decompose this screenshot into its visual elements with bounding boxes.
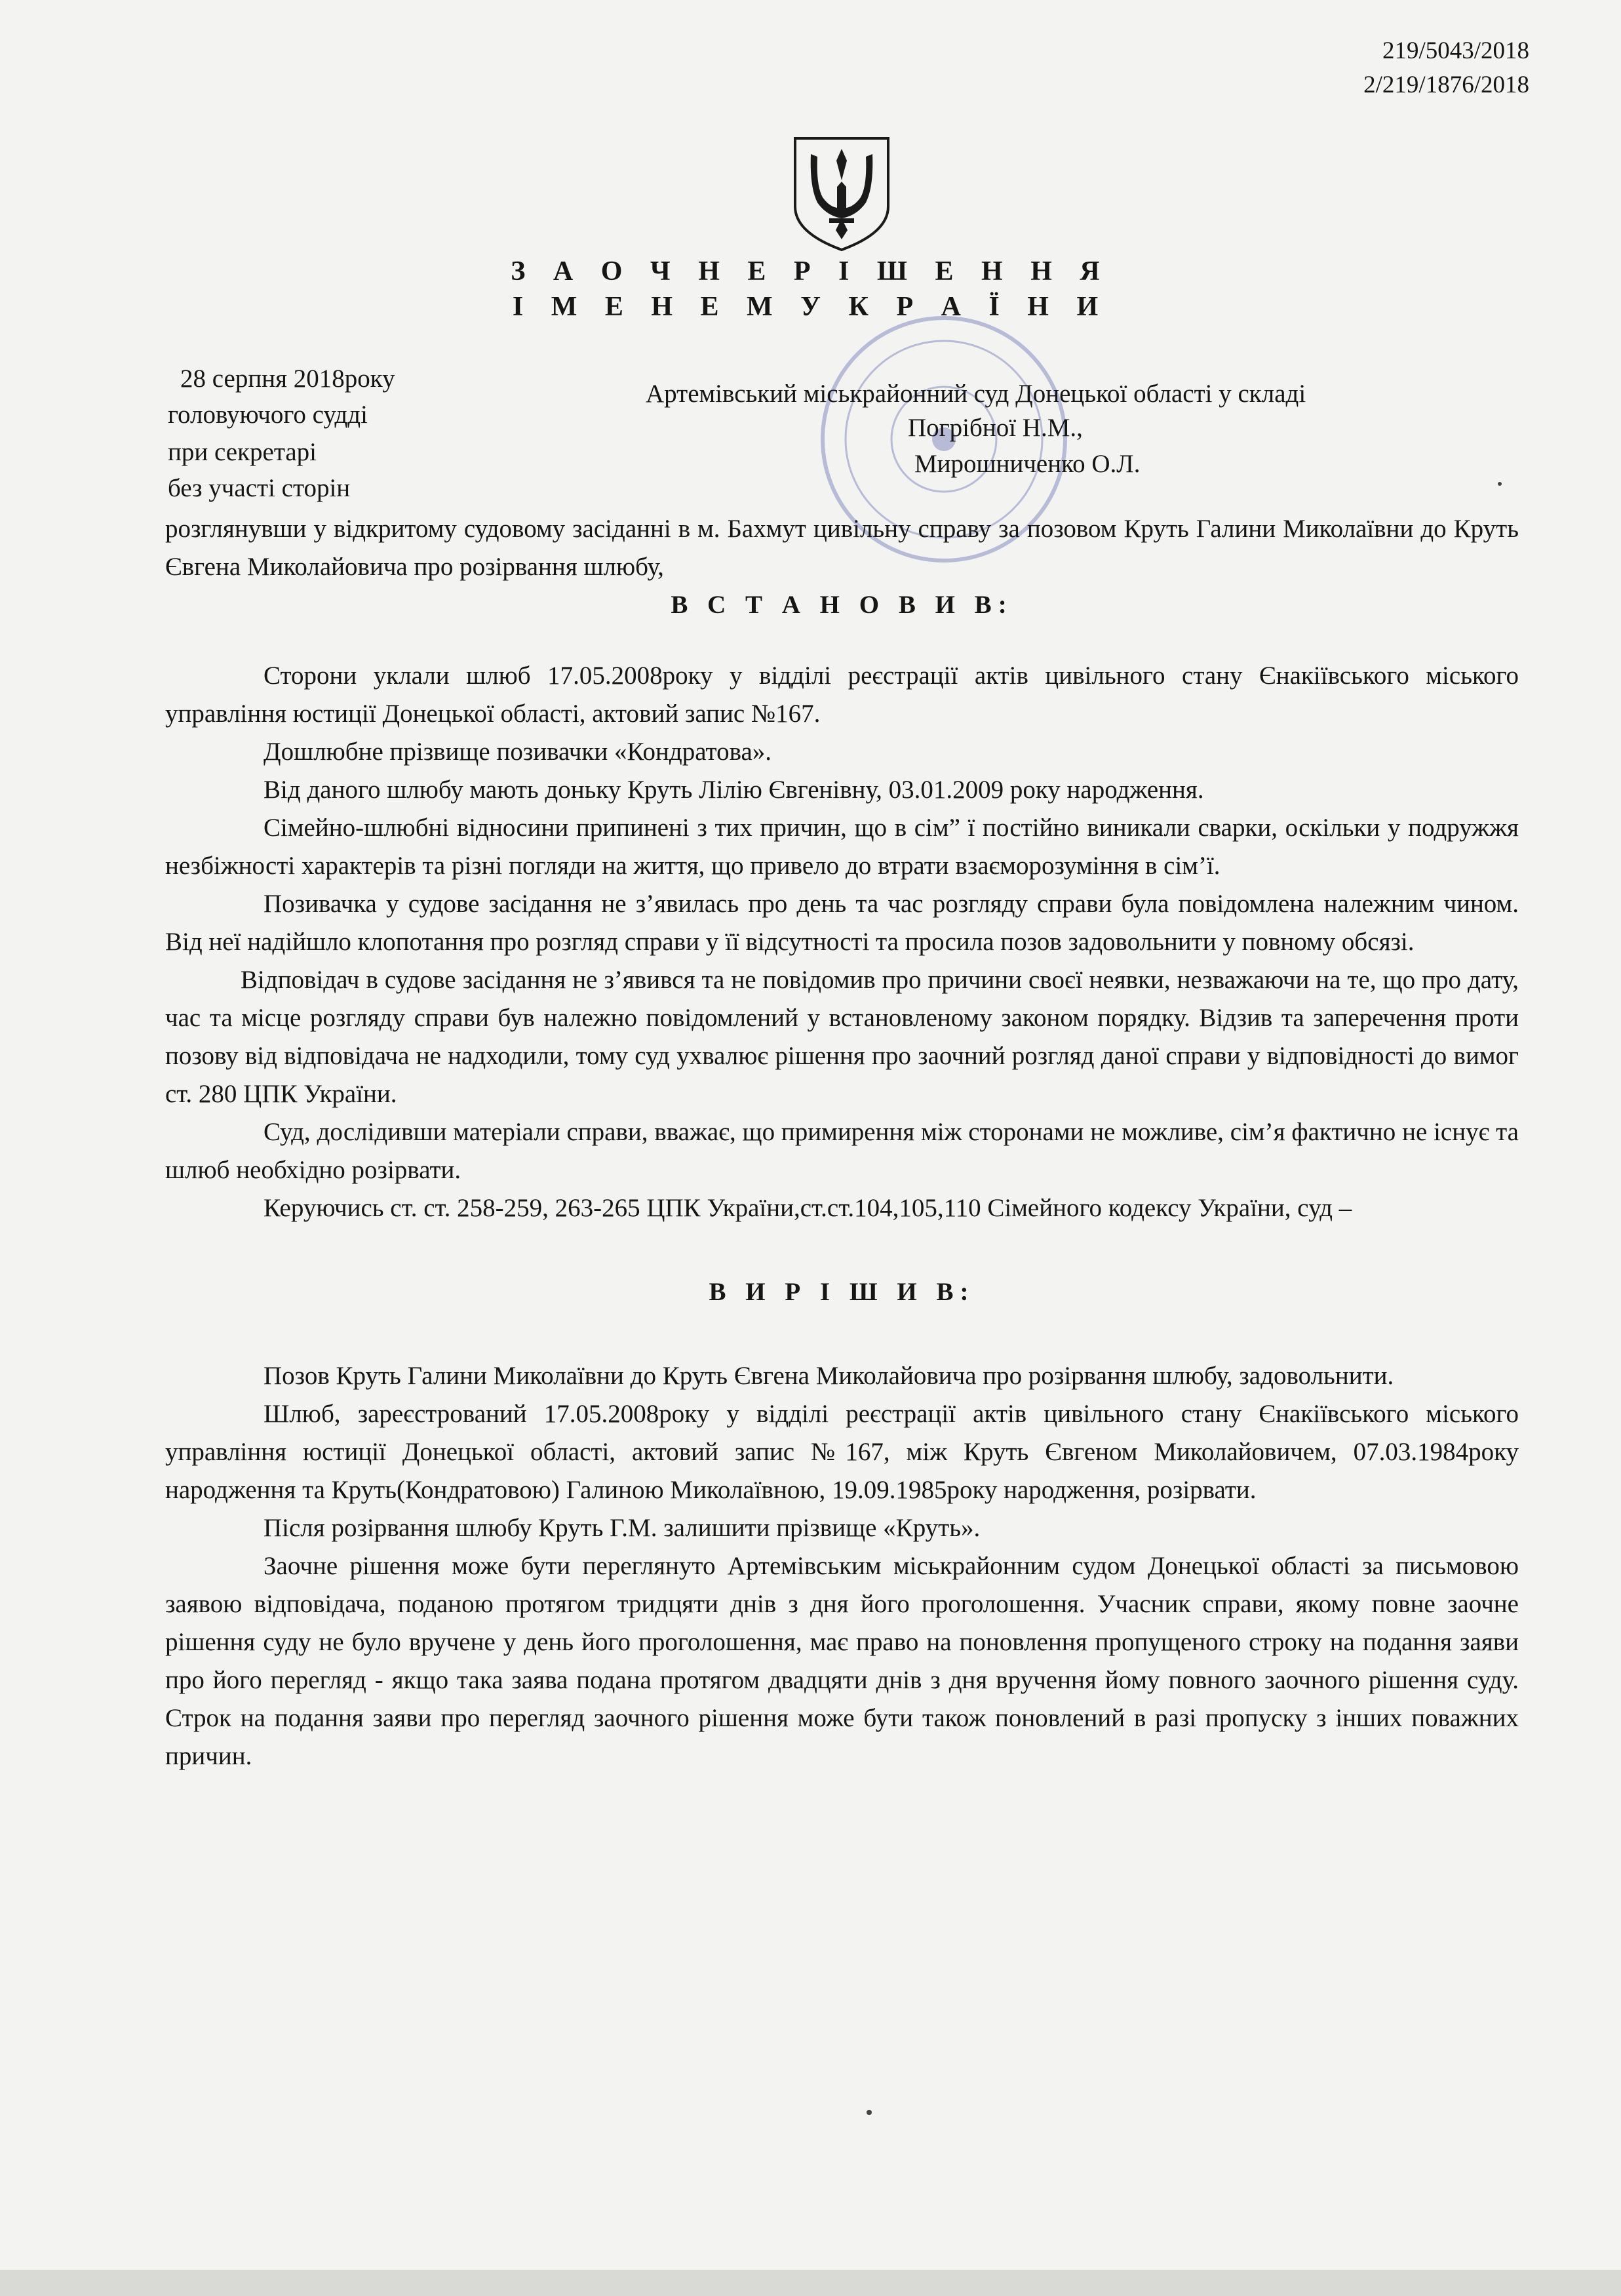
scan-speck xyxy=(1498,482,1502,486)
parties-absent: без участі сторін xyxy=(168,474,351,502)
decided-heading: В И Р І Ш И В: xyxy=(709,1278,975,1306)
decided-paragraph: Заочне рішення може бути переглянуто Артемівським міськрайонним судом Донецької області за письмовою заявою відповідача, поданою протягом тридцяти днів з дня його проголошення. Учасник справи, якому повне заочне рішення суду не було вручене у день його проголошення, має право на поновлення пропущеного строку на подання заяви про його перегляд - якщо така заява подана протягом двадцяти днів з дня вручення йому повного заочного рішення суду. Строк на подання заяви про перегляд заочного рішення може бути також поновлений в разі пропуску з інших поважних причин. xyxy=(165,1552,1519,1770)
established-paragraph: Керуючись ст. ст. 258-259, 263-265 ЦПК України,ст.ст.104,105,110 Сімейного кодексу України, суд – xyxy=(264,1194,1352,1222)
intro-paragraph: розглянувши у відкритому судовому засіданні в м. Бахмут цивільну справу за позовом Круть Галини Миколаївни до Круть Євгена Миколайовича про розірвання шлюбу, xyxy=(165,515,1519,581)
court-name: Артемівський міськрайонний суд Донецької області у складі xyxy=(646,380,1306,408)
established-paragraph: Сторони уклали шлюб 17.05.2008року у відділі реєстрації актів цивільного стану Єнакіївського міського управління юстиції Донецької області, актовий запис №167. xyxy=(165,662,1519,728)
decision-body xyxy=(165,510,1519,1775)
secretary-name: Мирошниченко О.Л. xyxy=(914,450,1141,478)
document-title: З А О Ч Н Е Р І Ш Е Н Н Я xyxy=(511,256,1110,287)
document-subtitle: І М Е Н Е М У К Р А Ї Н И xyxy=(512,292,1109,322)
case-numbers xyxy=(1363,34,1529,102)
established-paragraph: Відповідач в судове засідання не з’явився та не повідомив про причини своєї неявки, незважаючи на те, що про дату, час та місце розгляду справи був належно повідомлений у встановленому законом порядку. Відзив та заперечення проти позову від відповідача не надходили, тому суд ухвалює рішення про заочний розгляд даної справи у відповідності до вимог ст. 280 ЦПК України. xyxy=(165,966,1519,1108)
established-paragraph: Суд, дослідивши матеріали справи, вважає, що примирення між сторонами не можливе, сім’я фактично не існує та шлюб необхідно розірвати. xyxy=(165,1118,1519,1184)
established-paragraph: Позивачка у судове засідання не з’явилась про день та час розгляду справи була повідомлена належним чином. Від неї надійшло клопотання про розгляд справи у її відсутності та просила позов задовольнити у повному обсязі. xyxy=(165,890,1519,956)
case-number-1: 219/5043/2018 xyxy=(1382,37,1529,64)
decision-date: 28 серпня 2018року xyxy=(180,365,395,393)
decided-paragraph: Після розірвання шлюбу Круть Г.М. залишити прізвище «Круть». xyxy=(264,1514,981,1542)
secretary-label: при секретарі xyxy=(168,438,317,466)
decided-paragraph: Позов Круть Галини Миколаївни до Круть Євгена Миколайовича про розірвання шлюбу, задовольнити. xyxy=(264,1362,1394,1390)
established-paragraph: Сімейно-шлюбні відносини припинені з тих причин, що в сім” ї постійно виникали сварки, оскільки у подружжя незбіжності характерів та різні погляди на життя, що привело до втрати взаєморозуміння в сім’ї. xyxy=(165,814,1519,880)
established-paragraph: Від даного шлюбу мають доньку Круть Лілію Євгенівну, 03.01.2009 року народження. xyxy=(264,776,1204,804)
presiding-judge-name: Погрібної Н.М., xyxy=(908,414,1083,442)
decided-paragraph: Шлюб, зареєстрований 17.05.2008року у відділі реєстрації актів цивільного стану Єнакіївського міського управління юстиції Донецької області, актовий запис №167, між Круть Євгеном Миколайовичем, 07.03.1984року народження та Круть(Кондратовою) Галиною Миколаївною, 19.09.1985року народження, розірвати. xyxy=(165,1400,1519,1504)
presiding-judge-label: головуючого судді xyxy=(168,401,368,429)
scan-bottom-edge xyxy=(0,2270,1621,2296)
established-heading: В С Т А Н О В И В: xyxy=(671,591,1013,619)
established-paragraph: Дошлюбне прізвище позивачки «Кондратова». xyxy=(264,738,772,766)
coat-of-arms-trident-icon xyxy=(790,134,893,254)
scan-speck xyxy=(867,2110,872,2115)
case-number-2: 2/219/1876/2018 xyxy=(1363,71,1529,98)
